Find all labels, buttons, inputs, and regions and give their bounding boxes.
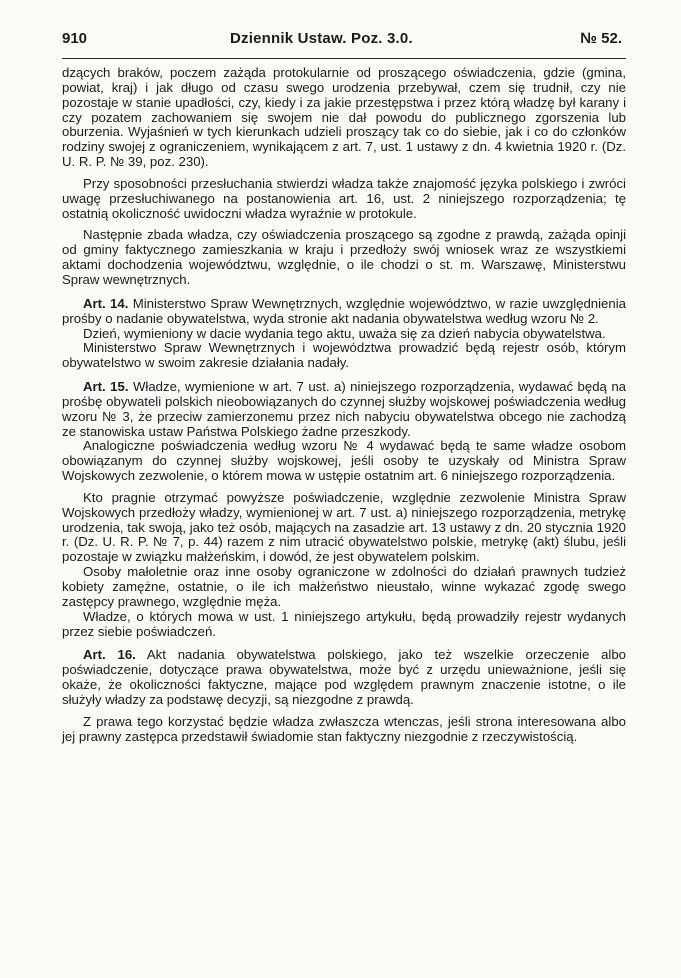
paragraph-continuation: dzących braków, poczem zażąda protokularnie od proszącego oświadczenia, gdzie (gmina, powiat, kraj) i jak długo od czasu swego urodzenia przebywał, czem się trudnił, czy nie pozostaje w stanie upadłości, czy, kiedy i za jakie przestępstwa i przez którą władzę był karany i czy pozatem zachowaniem się swojem nie dał powodu do publicznego zgorszenia lub oburzenia. Wyjaśnień w tych kierunkach udzieli proszący tak co do siebie, jak i co do członków rodziny swojej z ograniczeniem, wynikającem z art. 7, ust. 1 ustawy z dn. 4 kwietnia 1920 r. (Dz. U. R. P. № 39, poz. 230). <box>62 65 626 170</box>
paragraph: Analogiczne poświadczenia według wzoru № 4 wydawać będą te same władze osobom obowiązanym do czynnej służby wojskowej, jeśli osoby te uzyskały od Ministra Spraw Wojskowych zezwolenie, o którem mowa w ustępie ostatnim art. 6 niniejszego rozporządzenia. <box>62 438 626 484</box>
paragraph: Osoby małoletnie oraz inne osoby ograniczone w zdolności do działań prawnych tudzież kobiety zamężne, ostatnie, o ile ich małżeństwo nieustało, winne wykazać zgodę swego zastępcy prawnego, względnie męża. <box>62 564 626 609</box>
document-page <box>62 28 626 958</box>
article-label: Art. 15. <box>83 379 129 395</box>
article-label: Art. 14. <box>83 295 129 311</box>
article-16: Art. 16. Akt nadania obywatelstwa polskiego, jako też wszelkie orzeczenie albo poświadczenie, dotyczące prawa obywatelstwa, może być z urzędu unieważnione, jeśli się okaże, że okoliczności faktyczne, mające pod względem prawnym znaczenie istotne, o ile służyły władzy za podstawę decyzji, są niezgodne z prawdą. <box>62 647 626 707</box>
paragraph: Kto pragnie otrzymać powyższe poświadczenie, względnie zezwolenie Ministra Spraw Wojskowych przedłoży władzy, wymienionej w art. 7 ust. a) niniejszego rozporządzenia, metrykę urodzenia, tak swoją, jako też osób, mających na zasadzie art. 13 ustawy z dn. 20 stycznia 1920 r. (Dz. U. R. P. № 7, p. 44) razem z nim utracić obywatelstwo polskie, metrykę (akt) ślubu, jeśli pozostaje w związku małżeńskim, i dowód, że jest obywatelem polskim. <box>62 489 626 565</box>
paragraph: Z prawa tego korzystać będzie władza zwłaszcza wtenczas, jeśli strona interesowana albo jej prawny zastępca przedstawił świadomie stan faktyczny niezgodnie z rzeczywistością. <box>62 713 626 744</box>
paragraph: Dzień, wymieniony w dacie wydania tego aktu, uważa się za dzień nabycia obywatelstwa. <box>83 325 606 341</box>
article-14: Art. 14. Ministerstwo Spraw Wewnętrznych, względnie województwo, w razie uwzględnienia prośby o nadanie obywatelstwa, wyda stronie akt nadania obywatelstwa według wzoru № 2. <box>62 295 626 326</box>
paragraph: Władze, o których mowa w ust. 1 niniejszego artykułu, będą prowadziły rejestr wydanych przez siebie poświadczeń. <box>62 608 626 639</box>
page-number: 910 <box>62 30 88 47</box>
header-divider <box>62 58 626 59</box>
page-header <box>62 28 626 54</box>
paragraph: Ministerstwo Spraw Wewnętrznych i województwa prowadzić będą rejestr osób, którym obywatelstwo w swoim zakresie działania nadały. <box>62 340 626 371</box>
issue-number: № 52. <box>580 30 622 47</box>
journal-title: Dziennik Ustaw. Poz. 3.0. <box>230 30 413 47</box>
article-label: Art. 16. <box>83 647 136 663</box>
paragraph: Przy sposobności przesłuchania stwierdzi władza także znajomość języka polskiego i zwróci uwagę przesłuchiwanego na postanowienia art. 16, ust. 2 niniejszego rozporządzenia; tę ostatnią okoliczność uwidoczni władza wyraźnie w protokule. <box>62 175 626 221</box>
document-body <box>62 66 626 744</box>
paragraph: Następnie zbada władza, czy oświadczenia proszącego są zgodne z prawdą, zażąda opinji od gminy faktycznego zamieszkania w kraju i przedłoży swój wniosek wraz ze wszystkiemi aktami dochodzenia województwu, względnie, o ile chodzi o st. m. Warszawę, Ministerstwu Spraw wewnętrznych. <box>62 227 626 287</box>
article-15: Art. 15. Władze, wymienione w art. 7 ust. a) niniejszego rozporządzenia, wydawać będą na prośbę obywateli polskich nieobowiązanych do czynnej służby wojskowej poświadczenia według wzoru № 3, że przeciw zamierzonemu przez nich nabyciu obywatelstwa obcego nie zachodzą ze stanowiska ustaw Państwa Polskiego żadne przeszkody. <box>62 379 626 439</box>
